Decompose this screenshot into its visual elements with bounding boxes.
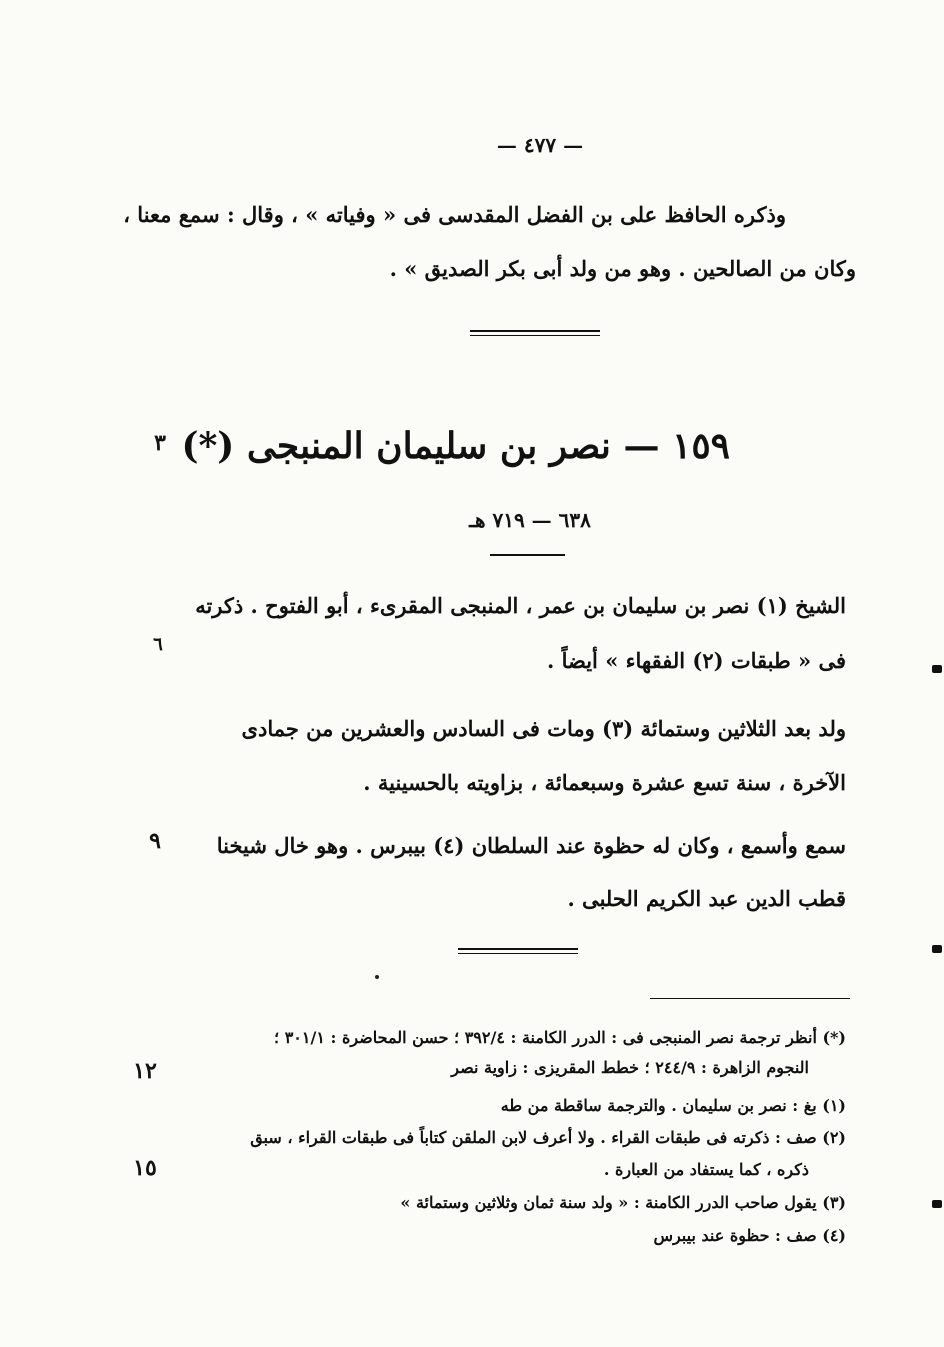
margin-number-3: ٣ <box>154 430 166 456</box>
scan-edge-mark <box>932 945 942 953</box>
section-divider-bottom <box>458 948 578 954</box>
entry-title: ١٥٩ — نصر بن سليمان المنبجى (*) <box>181 425 730 467</box>
footnote-1: (١) بغ : نصر بن سليمان . والترجمة ساقطة من طه <box>500 1096 846 1115</box>
footnote-star-line-1: (*) أنظر ترجمة نصر المنبجى فى : الدرر الكامنة : ٣٩٢/٤ ؛ حسن المحاضرة : ٣٠١/١ ؛ <box>274 1028 846 1047</box>
margin-number-6: ٦ <box>153 634 163 655</box>
margin-number-9: ٩ <box>149 828 161 854</box>
paragraph-3-line-1: سمع وأسمع ، وكان له حظوة عند السلطان (٤) بيبرس . وهو خال شيخنا <box>216 833 846 858</box>
intro-line-2: وكان من الصالحين . وهو من ولد أبى بكر الصديق » . <box>389 256 856 281</box>
footnote-rule <box>650 998 850 999</box>
print-speck <box>375 975 379 979</box>
footnote-3: (٣) يقول صاحب الدرر الكامنة : « ولد سنة ثمان وثلاثين وستمائة » <box>400 1193 846 1212</box>
paragraph-3-line-2: قطب الدين عبد الكريم الحلبى . <box>567 886 846 911</box>
footnote-2-line-2: ذكره ، كما يستفاد من العبارة . <box>603 1160 809 1179</box>
page-number: — ٤٧٧ — <box>496 133 584 157</box>
paragraph-1-line-1: الشيخ (١) نصر بن سليمان بن عمر ، المنبجى المقرىء ، أبو الفتوح . ذكرته <box>195 593 846 618</box>
dates-underline <box>490 554 565 556</box>
paragraph-2-line-2: الآخرة ، سنة تسع عشرة وسبعمائة ، بزاويته بالحسينية . <box>363 770 846 795</box>
scan-edge-mark <box>932 665 942 673</box>
footnote-4: (٤) صف : حظوة عند بيبرس <box>653 1226 846 1245</box>
intro-line-1: وذكره الحافظ على بن الفضل المقدسى فى « وفياته » ، وقال : سمع معنا ، <box>123 202 786 227</box>
paragraph-2-line-1: ولد بعد الثلاثين وستمائة (٣) ومات فى السادس والعشرين من جمادى <box>241 716 846 741</box>
scan-edge-mark <box>932 1200 942 1208</box>
entry-dates: ٦٣٨ — ٧١٩ هـ <box>469 508 591 532</box>
section-divider-top <box>470 330 600 336</box>
footnote-2-line-1: (٢) صف : ذكرته فى طبقات القراء . ولا أعرف لابن الملقن كتاباً فى طبقات القراء ، سبق <box>250 1128 846 1147</box>
margin-number-12: ١٢ <box>133 1058 157 1084</box>
footnote-star-line-2: النجوم الزاهرة : ٢٤٤/٩ ؛ خطط المقريزى : زاوية نصر <box>451 1058 809 1077</box>
margin-number-15: ١٥ <box>133 1155 157 1181</box>
paragraph-1-line-2: فى « طبقات (٢) الفقهاء » أيضاً . <box>546 648 846 673</box>
